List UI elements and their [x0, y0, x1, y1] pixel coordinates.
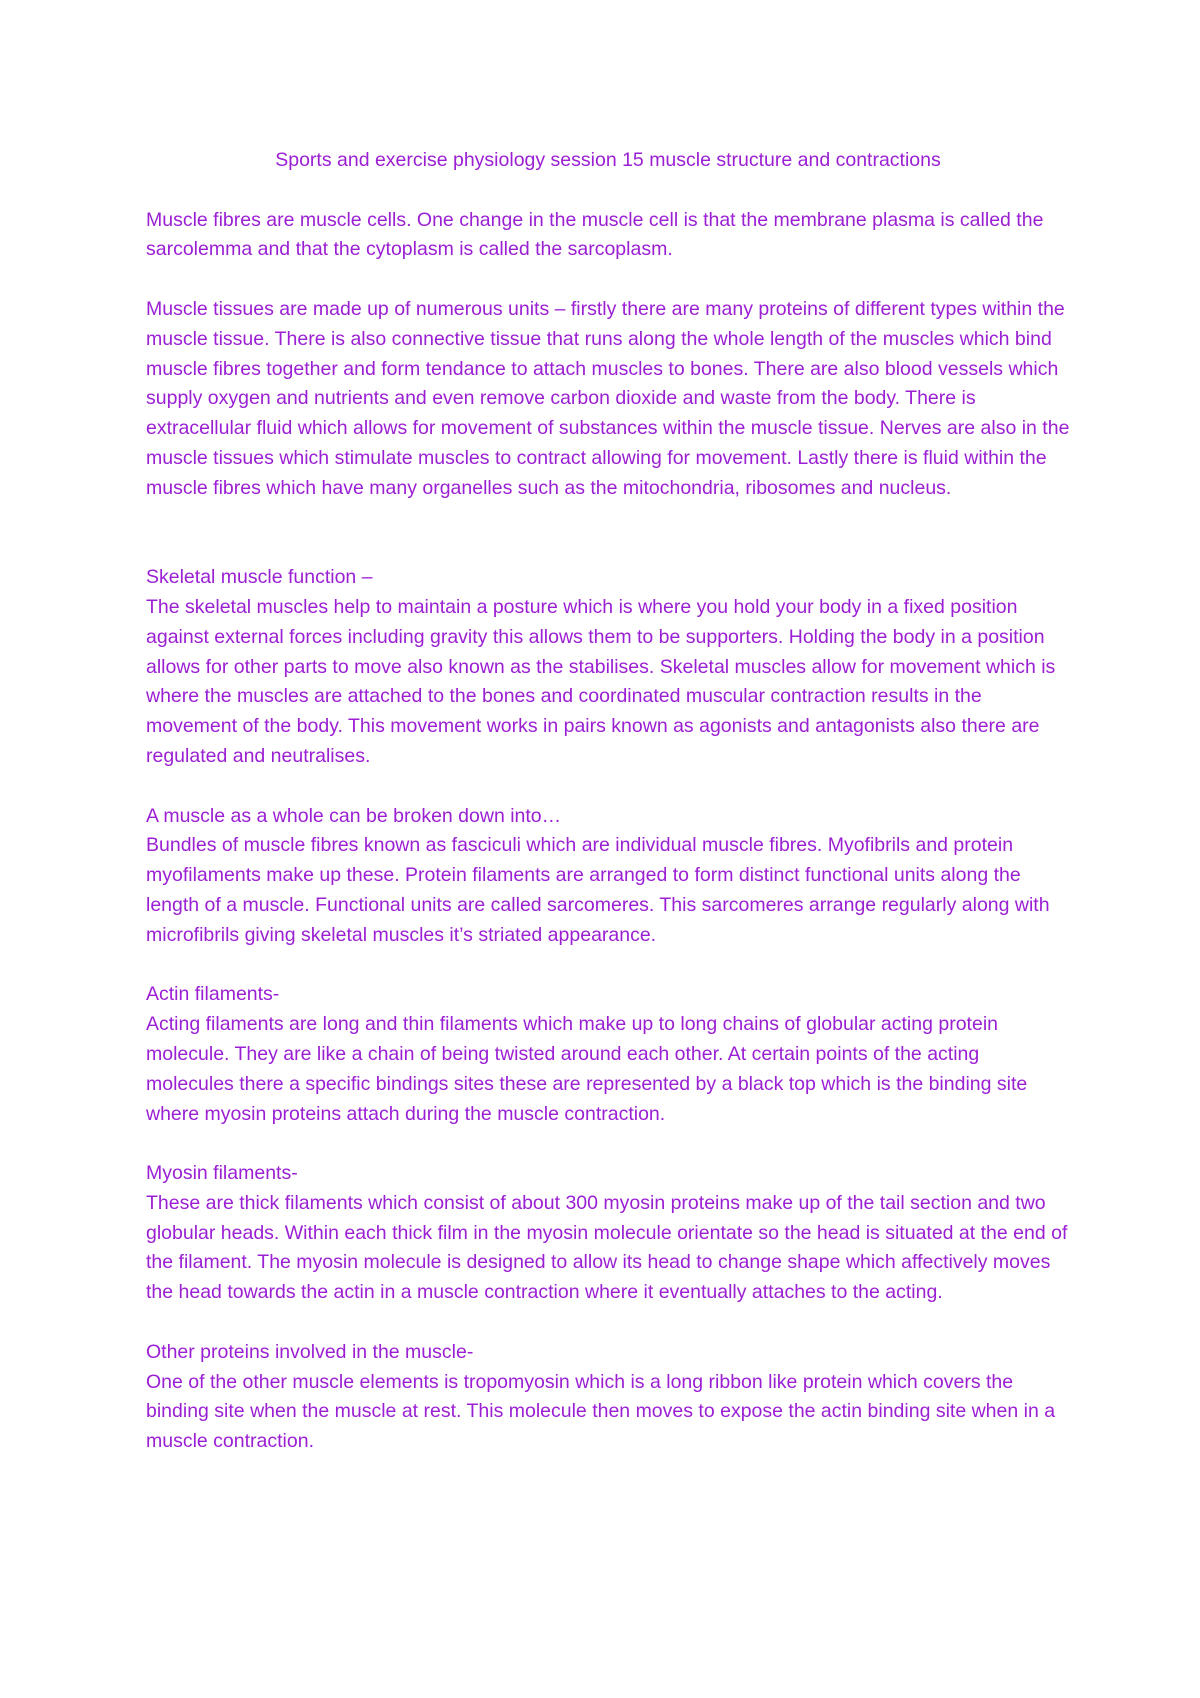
section-body: Acting filaments are long and thin filaments which make up to long chains of globular acting protein molecule. They are like a chain of being twisted around each other. At certain points of the acting molecules there a specific bindings sites these are represented by a black top which is the binding site where myosin proteins attach during the muscle contraction.	[146, 1013, 1028, 1125]
section-body: Bundles of muscle fibres known as fasciculi which are individual muscle fibres. Myofibrils and protein myofilaments make up these. Protein filaments are arranged to form distinct functional units along the length of a muscle. Functional units are called sarcomeres. This sarcomeres arrange regularly along with microfibrils giving skeletal muscles it’s striated appearance.	[146, 834, 1050, 946]
section-heading: Myosin filaments-	[146, 1162, 298, 1185]
section-heading: Skeletal muscle function –	[146, 566, 373, 589]
section-heading: Other proteins involved in the muscle-	[146, 1340, 474, 1363]
section-myosin-filaments	[146, 1159, 1070, 1308]
document-title: Sports and exercise physiology session 15 muscle structure and contractions	[275, 149, 941, 171]
section-skeletal-function	[146, 563, 1070, 772]
document-body	[146, 146, 1070, 1487]
section-body: These are thick filaments which consist of about 300 myosin proteins make up of the tail section and two globular heads. Within each thick film in the myosin molecule orientate so the head is situated at the end of the filament. The myosin molecule is designed to allow its head to change shape which affectively moves the head towards the actin in a muscle contraction where it eventually attaches to the acting.	[146, 1191, 1068, 1304]
section-heading: Actin filaments-	[146, 983, 280, 1006]
section-body: The skeletal muscles help to maintain a posture which is where you hold your body in a fixed position against external forces including gravity this allows them to be supporters. Holding the body in a position allows for other parts to move also known as the stabilises. Skeletal muscles allow for movement which is where the muscles are attached to the bones and coordinated muscular contraction results in the movement of the body. This movement works in pairs known as agonists and antagonists also there are regulated and neutralises.	[146, 595, 1056, 767]
section-body: One of the other muscle elements is tropomyosin which is a long ribbon like protein which covers the binding site when the muscle at rest. This molecule then moves to expose the actin binding site when in a muscle contraction.	[146, 1370, 1056, 1453]
section-actin-filaments	[146, 980, 1070, 1129]
section-other-proteins	[146, 1338, 1070, 1457]
section-heading: A muscle as a whole can be broken down into…	[146, 804, 562, 827]
intro-paragraph: Muscle tissues are made up of numerous units – firstly there are many proteins of different types within the muscle tissue. There is also connective tissue that runs along the whole length of the muscles which bind muscle fibres together and form tendance to attach muscles to bones. There are also blood vessels which supply oxygen and nutrients and even remove carbon dioxide and waste from the body. There is extracellular fluid which allows for movement of substances within the muscle tissue. Nerves are also in the muscle tissues which stimulate muscles to contract allowing for movement. Lastly there is fluid within the muscle fibres which have many organelles such as the mitochondria, ribosomes and nucleus.	[146, 297, 1070, 499]
intro-paragraph: Muscle fibres are muscle cells. One change in the muscle cell is that the membrane plasma is called the sarcolemma and that the cytoplasm is called the sarcoplasm.	[146, 208, 1044, 261]
section-muscle-breakdown	[146, 802, 1070, 951]
